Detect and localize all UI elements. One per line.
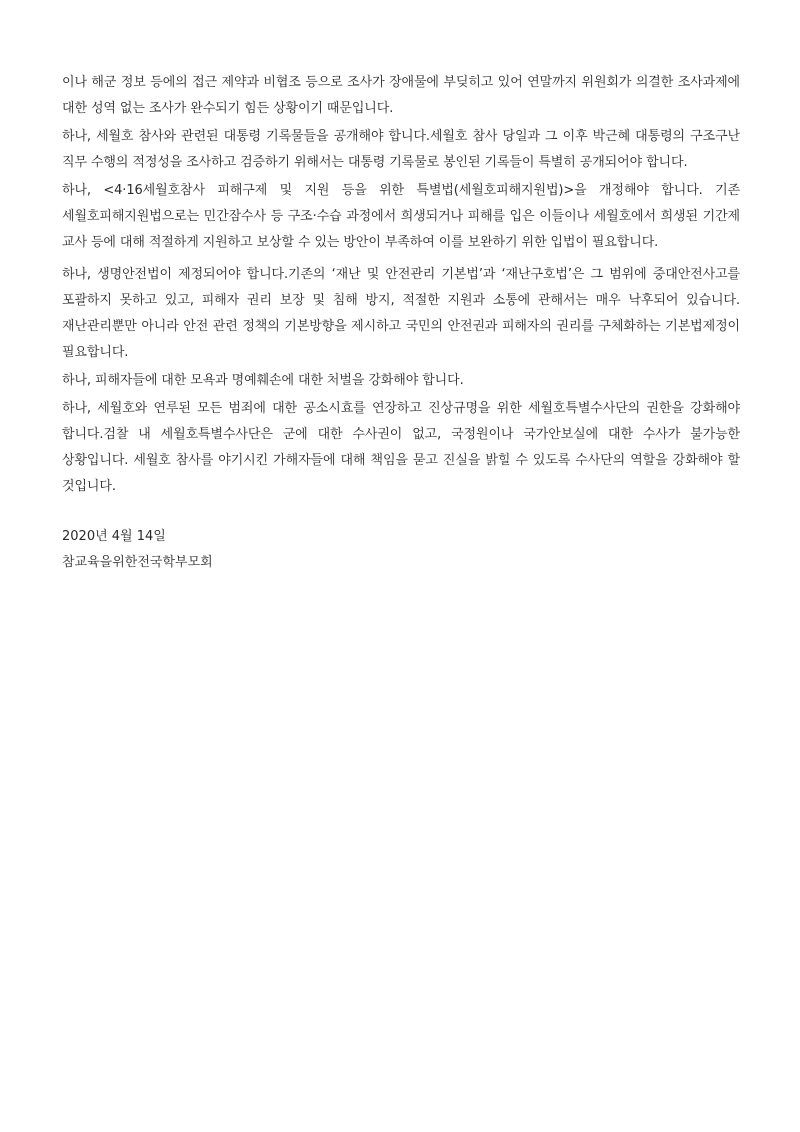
paragraph-presidential-records: 하나, 세월호 참사와 관련된 대통령 기록물들을 공개해야 합니다.세월호 참사 당일과 그 이후 박근혜 대통령의 구조구난 직무 수행의 적정성을 조사하고 검증하기 위해서는 대통령 기록물로 봉인된 기록들이 특별히 공개되어야 합니다. (62, 129, 740, 170)
document-date: 2020년 4월 14일 (62, 529, 166, 544)
paragraph-life-safety-law: 하나, 생명안전법이 제정되어야 합니다.기존의 ‘재난 및 안전관리 기본법’과 ‘재난구호법’은 그 범위에 중대안전사고를 포괄하지 못하고 있고, 피해자 권리 보장 및 침해 방지, 적절한 지원과 소통에 관해서는 매우 낙후되어 있습니다. 재난관리뿐만 아니라 안전 관련 정책의 기본방향을 제시하고 국민의 안전권과 피해자의 권리를 구체화하는 기본법제정이 필요합니다. (62, 267, 740, 360)
organization-name: 참교육을위한전국학부모회 (62, 555, 213, 570)
paragraph-relief-law: 하나, <4·16세월호참사 피해구제 및 지원 등을 위한 특별법(세월호피해지원법)>을 개정해야 합니다. 기존 세월호피해지원법으로는 민간잠수사 등 구조·수습 과정에서 희생되거나 피해를 입은 이들이나 세월호에서 희생된 기간제 교사 등에 대해 적절하게 지원하고 보상할 수 있는 방안이 부족하여 이를 보완하기 위한 입법이 필요합니다. (62, 183, 740, 250)
document-page (62, 70, 740, 576)
signature-block (62, 524, 740, 576)
paragraph-special-investigation: 하나, 세월호와 연루된 모든 범죄에 대한 공소시효를 연장하고 진상규명을 위한 세월호특별수사단의 권한을 강화해야 합니다.검찰 내 세월호특별수사단은 군에 대한 수사권이 없고, 국정원이나 국가안보실에 대한 수사가 불가능한 상황입니다. 세월호 참사를 야기시킨 가해자들에 대해 책임을 묻고 진실을 밝힐 수 있도록 수사단의 역할을 강화해야 할 것입니다. (62, 401, 740, 494)
paragraph-continuation: 이나 해군 정보 등에의 접근 제약과 비협조 등으로 조사가 장애물에 부딪히고 있어 연말까지 위원회가 의결한 조사과제에 대한 성역 없는 조사가 완수되기 힘든 상황이기 때문입니다. (62, 75, 740, 116)
document-body (62, 70, 740, 500)
paragraph-defamation: 하나, 피해자들에 대한 모욕과 명예훼손에 대한 처벌을 강화해야 합니다. (62, 373, 464, 388)
